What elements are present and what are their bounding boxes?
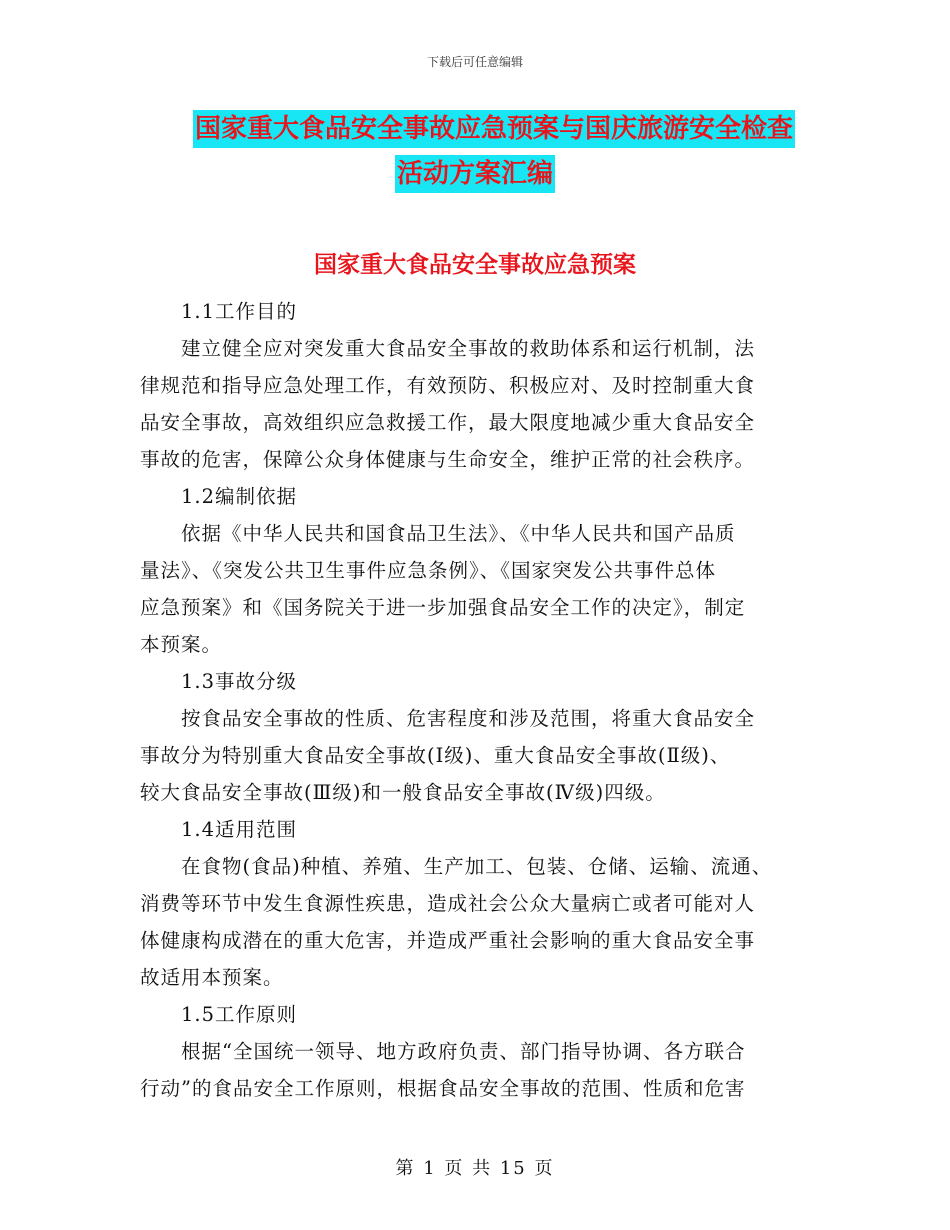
- text-line: 1.2编制依据: [140, 485, 298, 508]
- text-line: 较大食品安全事故(Ⅲ级)和一般食品安全事故(Ⅳ级)四级。: [140, 781, 666, 804]
- text-line: 根据“全国统一领导、地方政府负责、部门指导协调、各方联合: [140, 1040, 746, 1063]
- text-line: 事故分为特别重大食品安全事故(Ⅰ级)、重大食品安全事故(Ⅱ级)、: [140, 744, 731, 767]
- page-footer: 第 1 页 共 15 页: [395, 1158, 555, 1179]
- text-line: 1.3事故分级: [140, 670, 298, 693]
- text-line: 事故的危害，保障公众身体健康与生命安全，维护正常的社会秩序。: [140, 448, 756, 471]
- text-line: 1.5工作原则: [140, 1003, 298, 1026]
- text-line: 品安全事故，高效组织应急救援工作，最大限度地减少重大食品安全: [140, 411, 756, 434]
- text-line: 体健康构成潜在的重大危害，并造成严重社会影响的重大食品安全事: [140, 929, 756, 952]
- text-line: 律规范和指导应急处理工作，有效预防、积极应对、及时控制重大食: [140, 374, 756, 397]
- document-title-line-2: 活动方案汇编: [395, 155, 555, 193]
- text-line: 量法》、《突发公共卫生事件应急条例》、《国家突发公共事件总体: [140, 559, 717, 582]
- text-line: 本预案。: [140, 633, 223, 656]
- section-title: 国家重大食品安全事故应急预案: [314, 252, 636, 278]
- text-line: 应急预案》和《国务院关于进一步加强食品安全工作的决定》，制定: [140, 596, 746, 619]
- text-line: 依据《中华人民共和国食品卫生法》、《中华人民共和国产品质: [140, 522, 736, 545]
- text-line: 在食物(食品)种植、养殖、生产加工、包装、仓储、运输、流通、: [140, 855, 773, 878]
- document-title-line-1: 国家重大食品安全事故应急预案与国庆旅游安全检查: [193, 110, 795, 148]
- text-line: 消费等环节中发生食源性疾患，造成社会公众大量病亡或者可能对人: [140, 892, 756, 915]
- text-line: 1.1工作目的: [140, 300, 298, 323]
- text-line: 行动”的食品安全工作原则，根据食品安全事故的范围、性质和危害: [140, 1077, 746, 1100]
- text-line: 建立健全应对突发重大食品安全事故的救助体系和运行机制，法: [140, 337, 756, 360]
- text-line: 故适用本预案。: [140, 966, 284, 989]
- header-note: 下载后可任意编辑: [426, 55, 523, 69]
- text-line: 按食品安全事故的性质、危害程度和涉及范围，将重大食品安全: [140, 707, 756, 730]
- text-line: 1.4适用范围: [140, 818, 298, 841]
